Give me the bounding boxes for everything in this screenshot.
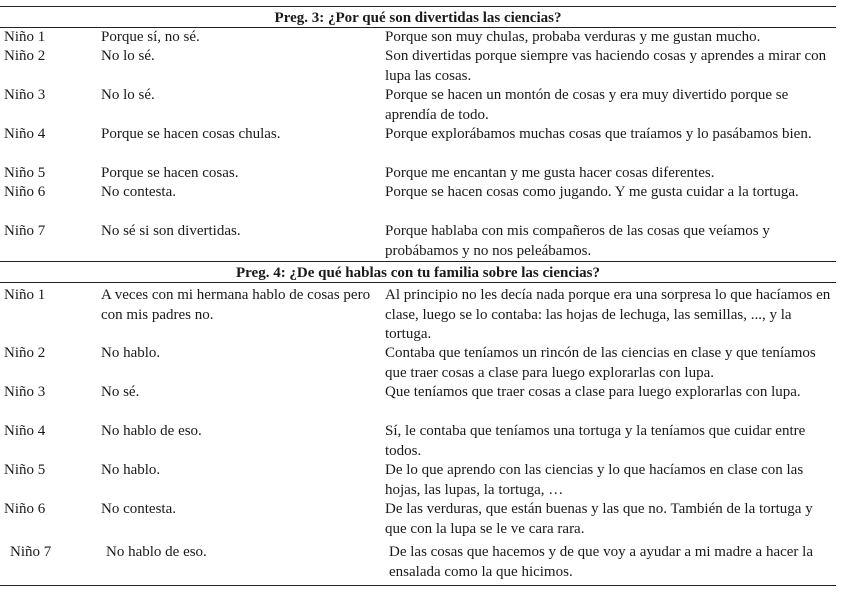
table-row (0, 422, 836, 461)
child-label: Niño 6 (4, 184, 46, 200)
table-row (0, 344, 836, 383)
explanation-cell: Porque hablaba con mis compañeros de las cosas que veíamos y probábamos y no nos peleábamos. (385, 223, 770, 259)
table-row (0, 164, 836, 183)
table-row (0, 47, 836, 86)
child-label: Niño 4 (4, 126, 46, 142)
section-title-preg4: Preg. 4: ¿De qué hablas con tu familia sobre las ciencias? (235, 265, 601, 281)
answer-cell: No contesta. (101, 501, 176, 517)
explanation-cell: Contaba que teníamos un rincón de las ciencias en clase y que teníamos que traer cosas a clase para luego explorarlas con lupa. (385, 345, 816, 381)
answer-cell: No lo sé. (101, 48, 155, 64)
answer-cell: No hablo. (101, 345, 161, 361)
explanation-cell: Son divertidas porque siempre vas haciendo cosas y aprendes a mirar con lupa las cosas. (385, 48, 827, 84)
child-label: Niño 1 (4, 287, 46, 303)
table-row (0, 86, 836, 125)
responses-table (0, 6, 836, 586)
explanation-cell: Porque se hacen cosas como jugando. Y me gusta cuidar a la tortuga. (385, 184, 799, 200)
child-label: Niño 3 (4, 87, 46, 103)
explanation-cell: De lo que aprendo con las ciencias y lo que hacíamos en clase con las hojas, las lupas, la tortuga, … (385, 462, 804, 498)
table-row (0, 543, 836, 585)
answer-cell: A veces con mi hermana hablo de cosas pero con mis padres no. (101, 287, 371, 323)
table-row (0, 222, 836, 261)
bottom-rule (0, 585, 836, 586)
explanation-cell: Sí, le contaba que teníamos una tortuga y la teníamos que cuidar entre todos. (385, 423, 806, 459)
child-label: Niño 5 (4, 165, 46, 181)
child-label: Niño 4 (4, 423, 46, 439)
table-row (0, 183, 836, 222)
explanation-cell: Que teníamos que traer cosas a clase para luego explorarlas con lupa. (385, 384, 801, 400)
table-row (0, 461, 836, 500)
answer-cell: No hablo. (101, 462, 161, 478)
explanation-cell: Porque me encantan y me gusta hacer cosas diferentes. (385, 165, 715, 181)
explanation-cell: De las verduras, que están buenas y las que no. También de la tortuga y que con la lupa se le ve cara rara. (385, 501, 813, 537)
child-label: Niño 7 (4, 223, 46, 239)
explanation-cell: De las cosas que hacemos y de que voy a ayudar a mi madre a hacer la ensalada como la que hicimos. (389, 544, 813, 580)
answer-cell: No hablo de eso. (106, 544, 207, 560)
table-row (0, 28, 836, 47)
answer-cell: No sé si son divertidas. (101, 223, 241, 239)
explanation-cell: Al principio no les decía nada porque era una sorpresa lo que hacíamos en clase, luego se lo contaba: las hojas de lechuga, las semillas, ..., y la tortuga. (385, 287, 831, 342)
child-label: Niño 5 (4, 462, 46, 478)
child-label: Niño 2 (4, 48, 46, 64)
child-label: Niño 6 (4, 501, 46, 517)
table-row (0, 286, 836, 344)
table-row (0, 500, 836, 543)
answer-cell: No contesta. (101, 184, 176, 200)
child-label: Niño 1 (4, 29, 46, 45)
child-label: Niño 3 (4, 384, 46, 400)
table-row (0, 383, 836, 422)
answer-cell: Porque se hacen cosas. (101, 165, 239, 181)
answer-cell: No sé. (101, 384, 140, 400)
explanation-cell: Porque se hacen un montón de cosas y era muy divertido porque se aprendía de todo. (385, 87, 789, 123)
answer-cell: No hablo de eso. (101, 423, 202, 439)
explanation-cell: Porque explorábamos muchas cosas que traíamos y lo pasábamos bien. (385, 126, 812, 142)
answer-cell: No lo sé. (101, 87, 155, 103)
answer-cell: Porque se hacen cosas chulas. (101, 126, 281, 142)
answer-cell: Porque sí, no sé. (101, 29, 200, 45)
section-title-preg3: Preg. 3: ¿Por qué son divertidas las ciencias? (274, 10, 562, 26)
child-label: Niño 2 (4, 345, 46, 361)
child-label: Niño 7 (10, 544, 52, 560)
explanation-cell: Porque son muy chulas, probaba verduras y me gustan mucho. (385, 29, 761, 45)
table-row (0, 125, 836, 164)
